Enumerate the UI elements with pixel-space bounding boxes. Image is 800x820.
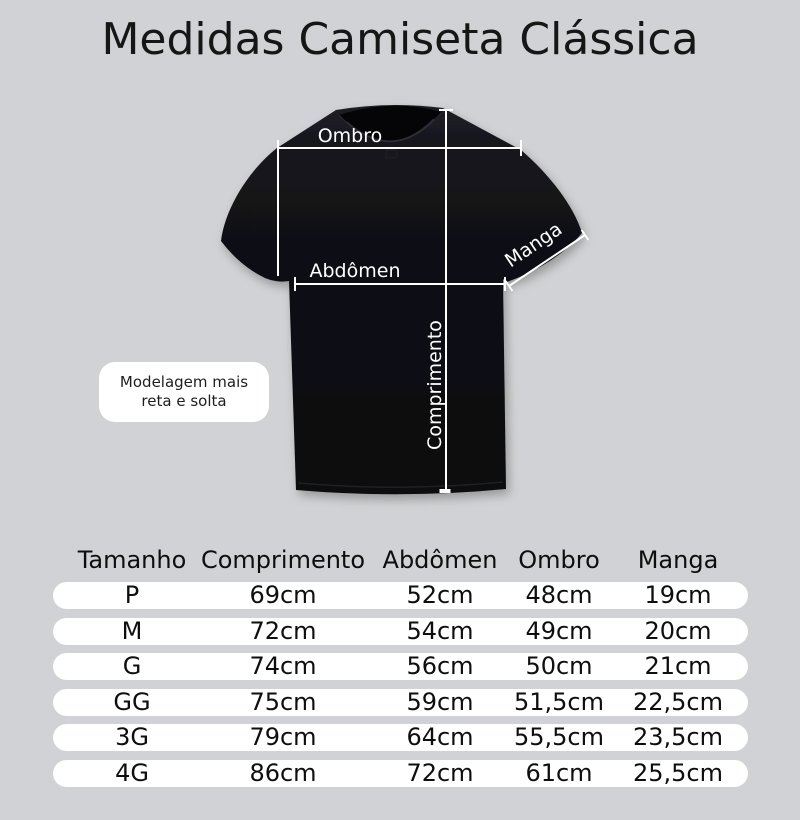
page-title: Medidas Camiseta Clássica	[101, 14, 699, 65]
table-row	[53, 724, 748, 751]
sleeve-label: Manga	[501, 218, 567, 272]
cell-abdomen: 72cm	[406, 759, 474, 787]
cell-ombro: 61cm	[525, 759, 593, 787]
cell-size: P	[124, 581, 140, 609]
cell-abdomen: 52cm	[406, 581, 474, 609]
abdomen-label: Abdômen	[309, 260, 401, 282]
table-row	[53, 653, 748, 680]
cell-ombro: 50cm	[525, 652, 593, 680]
cell-manga: 19cm	[644, 581, 712, 609]
cell-abdomen: 59cm	[406, 688, 474, 716]
cell-ombro: 51,5cm	[513, 688, 605, 716]
table-row	[53, 689, 748, 716]
cell-manga: 23,5cm	[632, 723, 724, 751]
header-comprimento: Comprimento	[200, 546, 366, 574]
neck-label	[386, 150, 397, 158]
cell-comprimento: 86cm	[249, 759, 317, 787]
tshirt-silhouette	[221, 105, 582, 494]
cell-size: GG	[113, 688, 151, 716]
table-row	[53, 760, 748, 787]
cell-size: 3G	[115, 723, 149, 751]
header-ombro: Ombro	[518, 546, 600, 574]
cell-comprimento: 72cm	[249, 617, 317, 645]
cell-ombro: 55,5cm	[513, 723, 605, 751]
cell-manga: 25,5cm	[632, 759, 724, 787]
fit-note-line1: Modelagem mais	[119, 373, 249, 391]
length-label: Comprimento	[424, 320, 446, 450]
fit-note	[99, 362, 269, 422]
size-table-header	[53, 545, 748, 575]
table-row	[53, 618, 748, 645]
cell-size: G	[122, 652, 142, 680]
cell-abdomen: 56cm	[406, 652, 474, 680]
cell-size: 4G	[115, 759, 149, 787]
cell-comprimento: 75cm	[249, 688, 317, 716]
cell-ombro: 49cm	[525, 617, 593, 645]
header-tamanho: Tamanho	[77, 546, 187, 574]
cell-comprimento: 79cm	[249, 723, 317, 751]
cell-abdomen: 64cm	[406, 723, 474, 751]
fit-note-line2: reta e solta	[141, 392, 227, 410]
cell-comprimento: 69cm	[249, 581, 317, 609]
cell-comprimento: 74cm	[249, 652, 317, 680]
cell-ombro: 48cm	[525, 581, 593, 609]
cell-manga: 21cm	[644, 652, 712, 680]
cell-manga: 22,5cm	[632, 688, 724, 716]
header-manga: Manga	[637, 546, 719, 574]
table-row	[53, 582, 748, 609]
shoulder-label: Ombro	[317, 125, 383, 147]
cell-manga: 20cm	[644, 617, 712, 645]
header-abdomen: Abdômen	[382, 546, 498, 574]
cell-abdomen: 54cm	[406, 617, 474, 645]
cell-size: M	[121, 617, 143, 645]
